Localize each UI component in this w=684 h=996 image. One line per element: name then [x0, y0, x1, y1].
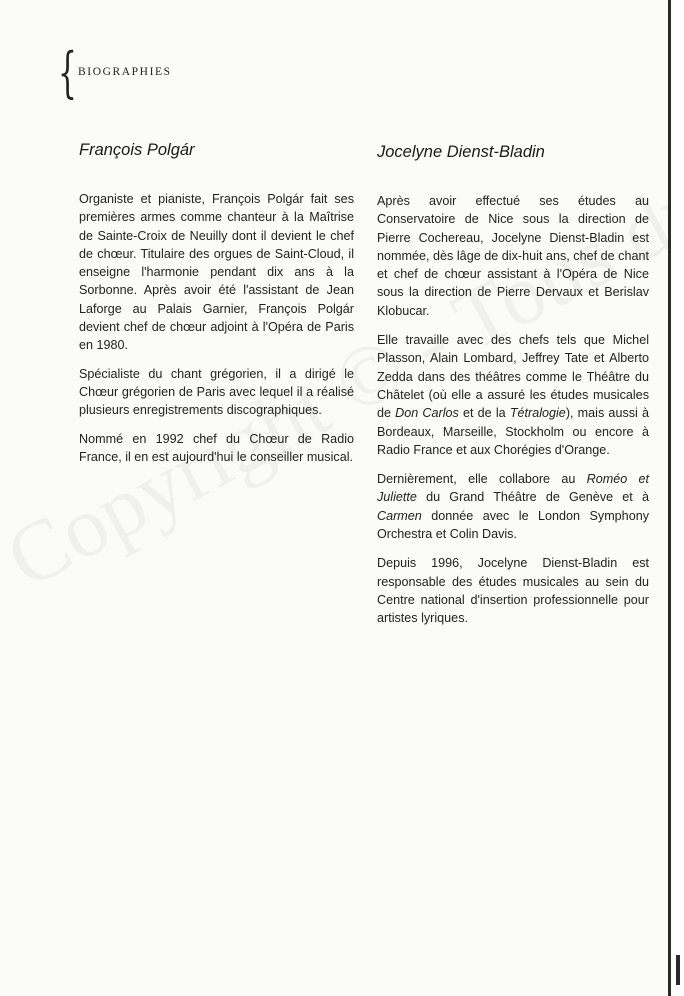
bio-polgar — [79, 139, 354, 476]
page-edge — [668, 0, 684, 996]
work-title: Tétralogie — [509, 406, 566, 421]
text-run: donnée avec le London Symphony Orchestra et Colin Davis. — [377, 508, 649, 542]
text-run: Elle travaille avec des chefs tels que Michel Plasson, Alain Lombard, Jeffrey Tate et Alberto Zedda dans des théâtres comme le Théâtre du Châtelet (où elle a assuré les études musicales de — [377, 333, 649, 421]
bio-paragraph: Organiste et pianiste, François Polgár fait ses premières armes comme chanteur à la Maîtrise de Sainte-Croix de Neuilly dont il devient le chef de chœur. Titulaire des orgues de Saint-Cloud, il enseigne l'harmonie pendant dix ans à la Sorbonne. Après avoir été l'assistant de Jean Laforge au Palais Garnier, François Polgár devient chef de chœur adjoint à l'Opéra de Paris en 1980. — [79, 192, 354, 353]
work-title: Don Carlos — [395, 406, 459, 421]
bio-paragraph: Après avoir effectué ses études au Conservatoire de Nice sous la direction de Pierre Cochereau, Jocelyne Dienst-Bladin est nommée, dès lâge de dix-huit ans, chef de chant et chef de chœur assistant à l'Opéra de Nice sous la direction de Pierre Dervaux et Berislav Klobucar. — [377, 194, 649, 318]
edge-mark — [676, 955, 680, 985]
bio-paragraph: Nommé en 1992 chef du Chœur de Radio France, il en est aujourd'hui le conseiller musical. — [79, 431, 354, 464]
work-title: Roméo et Juliette — [377, 472, 649, 505]
text-run: et de la — [458, 406, 510, 421]
bio-name: Jocelyne Dienst-Bladin — [377, 143, 545, 161]
bio-paragraph — [377, 331, 649, 459]
text-run: Dernièrement, elle collabore au — [377, 472, 587, 487]
section-title: BIOGRAPHIES — [78, 66, 172, 78]
bio-dienst-bladin — [377, 141, 649, 639]
work-title: Carmen — [377, 508, 422, 523]
bio-paragraph: Spécialiste du chant grégorien, il a dirigé le Chœur grégorien de Paris avec lequel il a réalisé plusieurs enregistrements discographiques. — [79, 366, 354, 418]
bio-paragraph: Depuis 1996, Jocelyne Dienst-Bladin est responsable des études musicales au sein du Centre national d'insertion professionnelle pour artistes lyriques. — [377, 556, 649, 626]
text-run: du Grand Théâtre de Genève et à — [416, 490, 649, 505]
text-run: ), mais aussi à Bordeaux, Marseille, Stockholm ou encore à Radio France et aux Chorégies d'Orange. — [377, 406, 650, 457]
bio-name: François Polgár — [79, 141, 195, 159]
brace-ornament: { — [58, 41, 77, 104]
bio-paragraph — [377, 470, 649, 543]
